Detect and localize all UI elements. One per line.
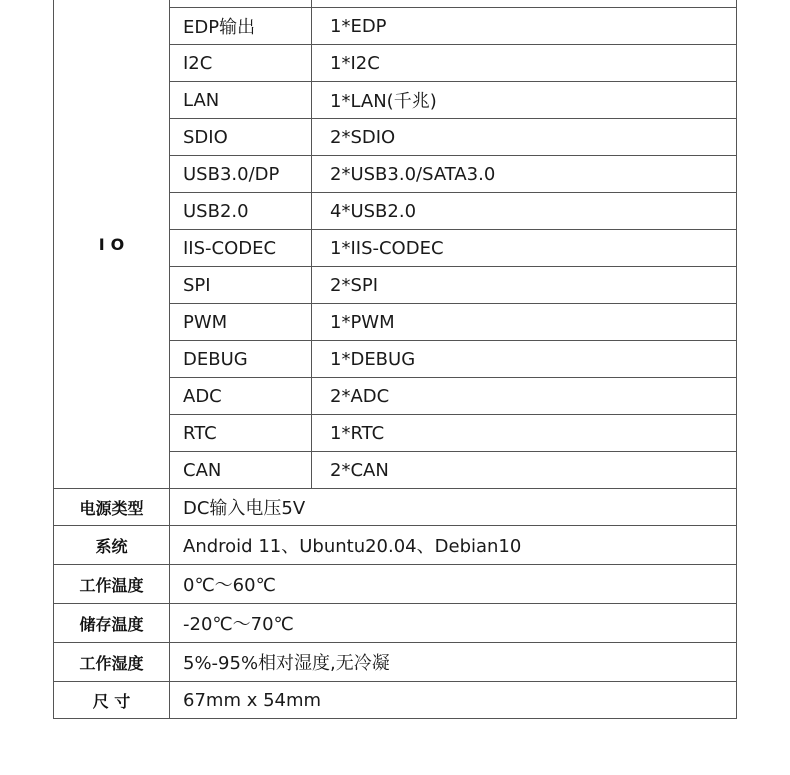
io-value-cell: 1*I2C [312,45,737,82]
spec-value-cell: 67mm x 54mm [170,682,737,719]
io-name-cell: USB3.0/DP [170,156,312,193]
io-value-cell: 2*SDIO [312,119,737,156]
spec-label-cell: 储存温度 [54,604,170,643]
io-name-cell: DEBUG [170,341,312,378]
table-row [54,0,737,8]
spec-label-cell: 系统 [54,526,170,565]
spec-label-cell: 工作湿度 [54,643,170,682]
io-name-cell: CAN [170,452,312,489]
io-name-cell: IIS-CODEC [170,230,312,267]
spec-label-cell: 电源类型 [54,489,170,526]
io-value-cell: 1*IIS-CODEC [312,230,737,267]
spec-table [53,0,737,719]
io-value-cell: 2*CAN [312,452,737,489]
io-value-cell: 4*USB2.0 [312,193,737,230]
spec-value-cell: 0℃～60℃ [170,565,737,604]
table-row [54,526,737,565]
table-row [54,682,737,719]
spec-value-cell: DC输入电压5V [170,489,737,526]
io-category-cell [54,0,170,489]
io-value-cell: 1*PWM [312,304,737,341]
spec-value-cell: -20℃～70℃ [170,604,737,643]
io-name-cell [170,0,312,8]
table-row [54,643,737,682]
io-name-cell: RTC [170,415,312,452]
io-value-cell: 1*LAN(千兆) [312,82,737,119]
table-row [54,565,737,604]
io-name-cell: SPI [170,267,312,304]
io-name-cell: SDIO [170,119,312,156]
spec-label-cell: 工作温度 [54,565,170,604]
io-name-cell: EDP输出 [170,8,312,45]
io-value-cell: 1*RTC [312,415,737,452]
io-value-cell: 1*EDP [312,8,737,45]
io-name-cell: I2C [170,45,312,82]
table-row [54,604,737,643]
io-category-label: IO [98,234,131,254]
io-name-cell: PWM [170,304,312,341]
io-name-cell: USB2.0 [170,193,312,230]
io-value-cell [312,0,737,8]
spec-value-cell: 5%-95%相对湿度,无冷凝 [170,643,737,682]
io-name-cell: LAN [170,82,312,119]
io-value-cell: 2*SPI [312,267,737,304]
io-name-cell: ADC [170,378,312,415]
io-value-cell: 2*USB3.0/SATA3.0 [312,156,737,193]
spec-label-cell: 尺 寸 [54,682,170,719]
spec-value-cell: Android 11、Ubuntu20.04、Debian10 [170,526,737,565]
io-value-cell: 1*DEBUG [312,341,737,378]
io-value-cell: 2*ADC [312,378,737,415]
table-row [54,489,737,526]
